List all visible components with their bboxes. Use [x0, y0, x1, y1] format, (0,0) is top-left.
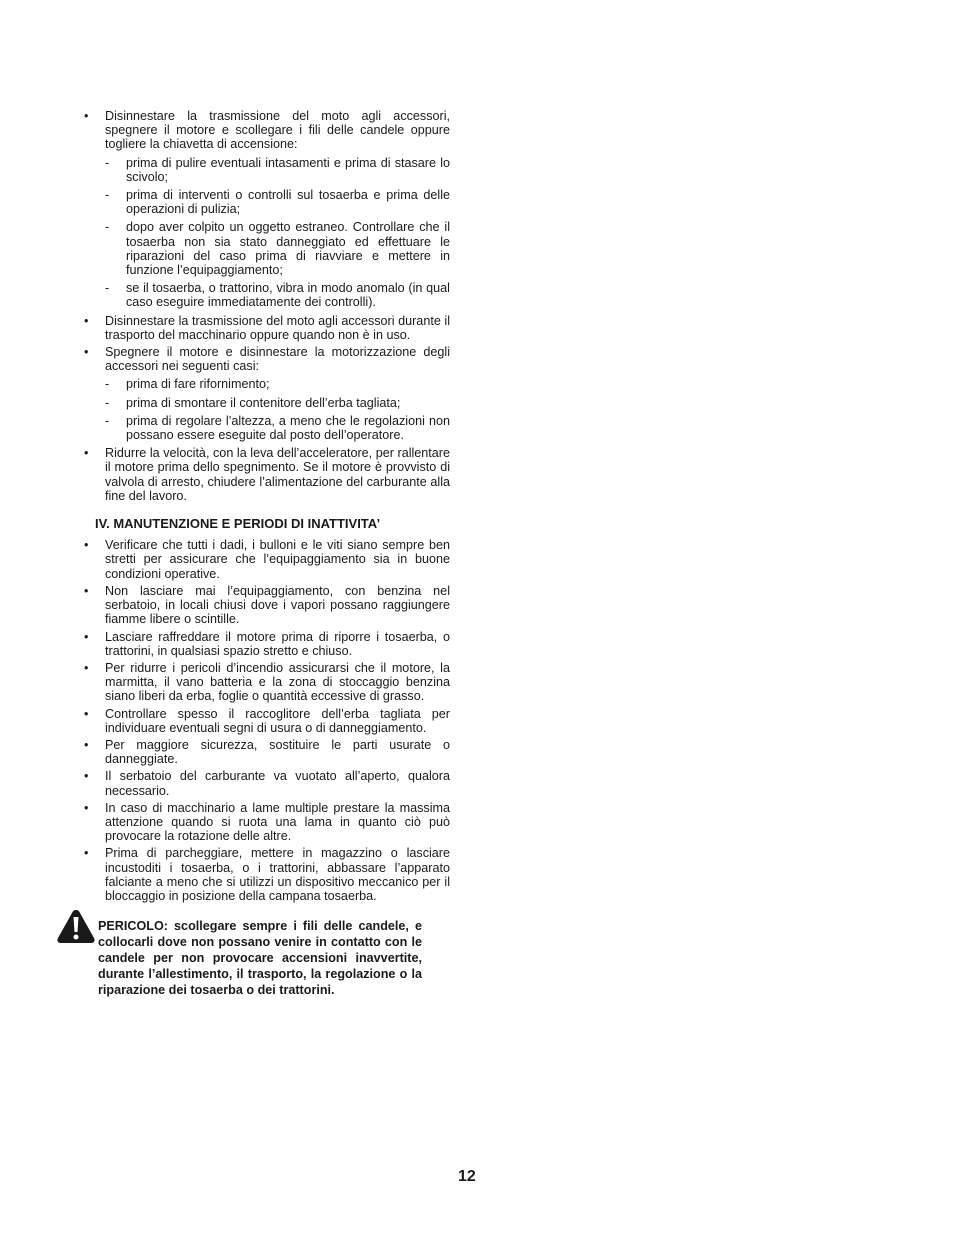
sub-list-item-text: prima di fare rifornimento; [126, 377, 270, 392]
bullet-icon: • [84, 345, 89, 360]
dash-icon: - [105, 220, 110, 235]
section-heading: IV. MANUTENZIONE E PERIODI DI INATTIVITA’ [95, 516, 381, 532]
sub-list-item-text: prima di pulire eventuali intasamenti e prima di stasare lo scivolo; [126, 155, 450, 184]
list-item [84, 769, 450, 797]
list-item [84, 707, 450, 735]
bullet-icon: • [84, 800, 89, 815]
page-number: 12 [458, 1168, 476, 1185]
bullet-icon: • [84, 769, 89, 784]
list-item-text: Lasciare raffreddare il motore prima di riporre i tosaerba, o trattorini, in qualsiasi spazio stretto e chiuso. [105, 629, 450, 658]
bullet-icon: • [84, 737, 89, 752]
sub-list-item [105, 156, 450, 184]
warning-triangle-icon [56, 908, 96, 944]
list-item [84, 630, 450, 658]
list-item-text: Spegnere il motore e disinnestare la motorizzazione degli accessori nei seguenti casi: [105, 345, 450, 374]
dash-icon: - [105, 377, 110, 392]
bullet-icon: • [84, 629, 89, 644]
list-item [84, 109, 450, 310]
sub-list-item-text: se il tosaerba, o trattorino, vibra in modo anomalo (in qual caso eseguire immediatamente dei controlli). [126, 281, 450, 310]
sub-list [105, 377, 450, 442]
warning-text: PERICOLO: scollegare sempre i fili delle candele, e collocarli dove non possano venire in contatto con le candele per non provocare accensioni inavvertite, durante l’allestimento, il trasporto, la regolazione o la riparazione dei tosaerba o dei trattorini. [98, 919, 422, 998]
dash-icon: - [105, 281, 110, 296]
sub-list-item-text: prima di regolare l’altezza, a meno che le regolazioni non possano essere eseguite dal posto dell’operatore. [126, 413, 450, 443]
bullet-icon: • [84, 660, 89, 675]
list-item-text: Per ridurre i pericoli d’incendio assicurarsi che il motore, la marmitta, il vano batteria e la zona di stoccaggio benzina siano liberi da erba, foglie o quantità eccessive di grasso. [105, 660, 450, 704]
list-item-text: Disinnestare la trasmissione del moto agli accessori durante il trasporto del macchinario oppure quando non è in uso. [105, 313, 450, 342]
list-item [84, 538, 450, 581]
sub-list-item-text: prima di interventi o controlli sul tosaerba e prima delle operazioni di pulizia; [126, 188, 450, 217]
sub-list-item-text: prima di smontare il contenitore dell’erba tagliata; [126, 395, 401, 410]
danger-warning [84, 918, 450, 998]
list-item-text: Ridurre la velocità, con la leva dell’acceleratore, per rallentare il motore prima dello spegnimento. Se il motore è provvisto di valvola di arresto, chiudere l’alimentazione del carburante alla fine del lavoro. [105, 446, 450, 503]
bullet-icon: • [84, 313, 89, 328]
list-item [84, 446, 450, 503]
sub-list-item-text: dopo aver colpito un oggetto estraneo. Controllare che il tosaerba non sia stato danneggiato ed effettuare le riparazioni del caso prima di riavviare e mettere in funzione l’equipaggiamento; [126, 220, 450, 278]
text-column [84, 109, 450, 998]
list-item-text: Disinnestare la trasmissione del moto agli accessori, spegnere il motore e scollegare i fili delle candele oppure togliere la chiavetta di accensione: [105, 109, 450, 152]
sub-list-item [105, 414, 450, 442]
list-item-text: Prima di parcheggiare, mettere in magazzino o lasciare incustoditi i tosaerba, o i trattorini, abbassare l’apparato falciante a meno che si utilizzi un dispositivo meccanico per il bloccaggio in posizione della campana tosaerba. [105, 846, 450, 903]
list-item-text: Il serbatoio del carburante va vuotato all’aperto, qualora necessario. [105, 769, 450, 798]
dash-icon: - [105, 188, 110, 203]
list-item-text: Non lasciare mai l’equipaggiamento, con benzina nel serbatoio, in locali chiusi dove i vapori possano raggiungere fiamme libere o scintille. [105, 583, 450, 627]
bullet-icon: • [84, 538, 89, 553]
sub-list-item [105, 220, 450, 277]
list-item [84, 314, 450, 342]
bullet-icon: • [84, 706, 89, 721]
bullet-icon: • [84, 846, 89, 861]
sub-list [105, 156, 450, 310]
maintenance-list [84, 538, 450, 903]
bullet-icon: • [84, 109, 89, 123]
bullet-icon: • [84, 446, 89, 461]
list-item-text: Controllare spesso il raccoglitore dell’erba tagliata per individuare eventuali segni di usura o di danneggiamento. [105, 706, 450, 735]
list-item-text: In caso di macchinario a lame multiple prestare la massima attenzione quando si ruota una lama in quanto ciò può provocare la rotazione delle altre. [105, 800, 450, 844]
safety-list [84, 109, 450, 503]
sub-list-item [105, 281, 450, 309]
dash-icon: - [105, 155, 110, 170]
sub-list-item [105, 188, 450, 216]
list-item [84, 661, 450, 704]
dash-icon: - [105, 413, 110, 428]
list-item [84, 738, 450, 766]
bullet-icon: • [84, 583, 89, 598]
list-item [84, 584, 450, 627]
list-item [84, 345, 450, 442]
sub-list-item [105, 377, 450, 391]
list-item-text: Per maggiore sicurezza, sostituire le parti usurate o danneggiate. [105, 737, 450, 767]
dash-icon: - [105, 395, 110, 410]
list-item-text: Verificare che tutti i dadi, i bulloni e le viti siano sempre ben stretti per assicurare che l’equipaggiamento sia in buone condizioni operative. [105, 538, 450, 581]
list-item [84, 801, 450, 844]
sub-list-item [105, 396, 450, 410]
list-item [84, 846, 450, 903]
